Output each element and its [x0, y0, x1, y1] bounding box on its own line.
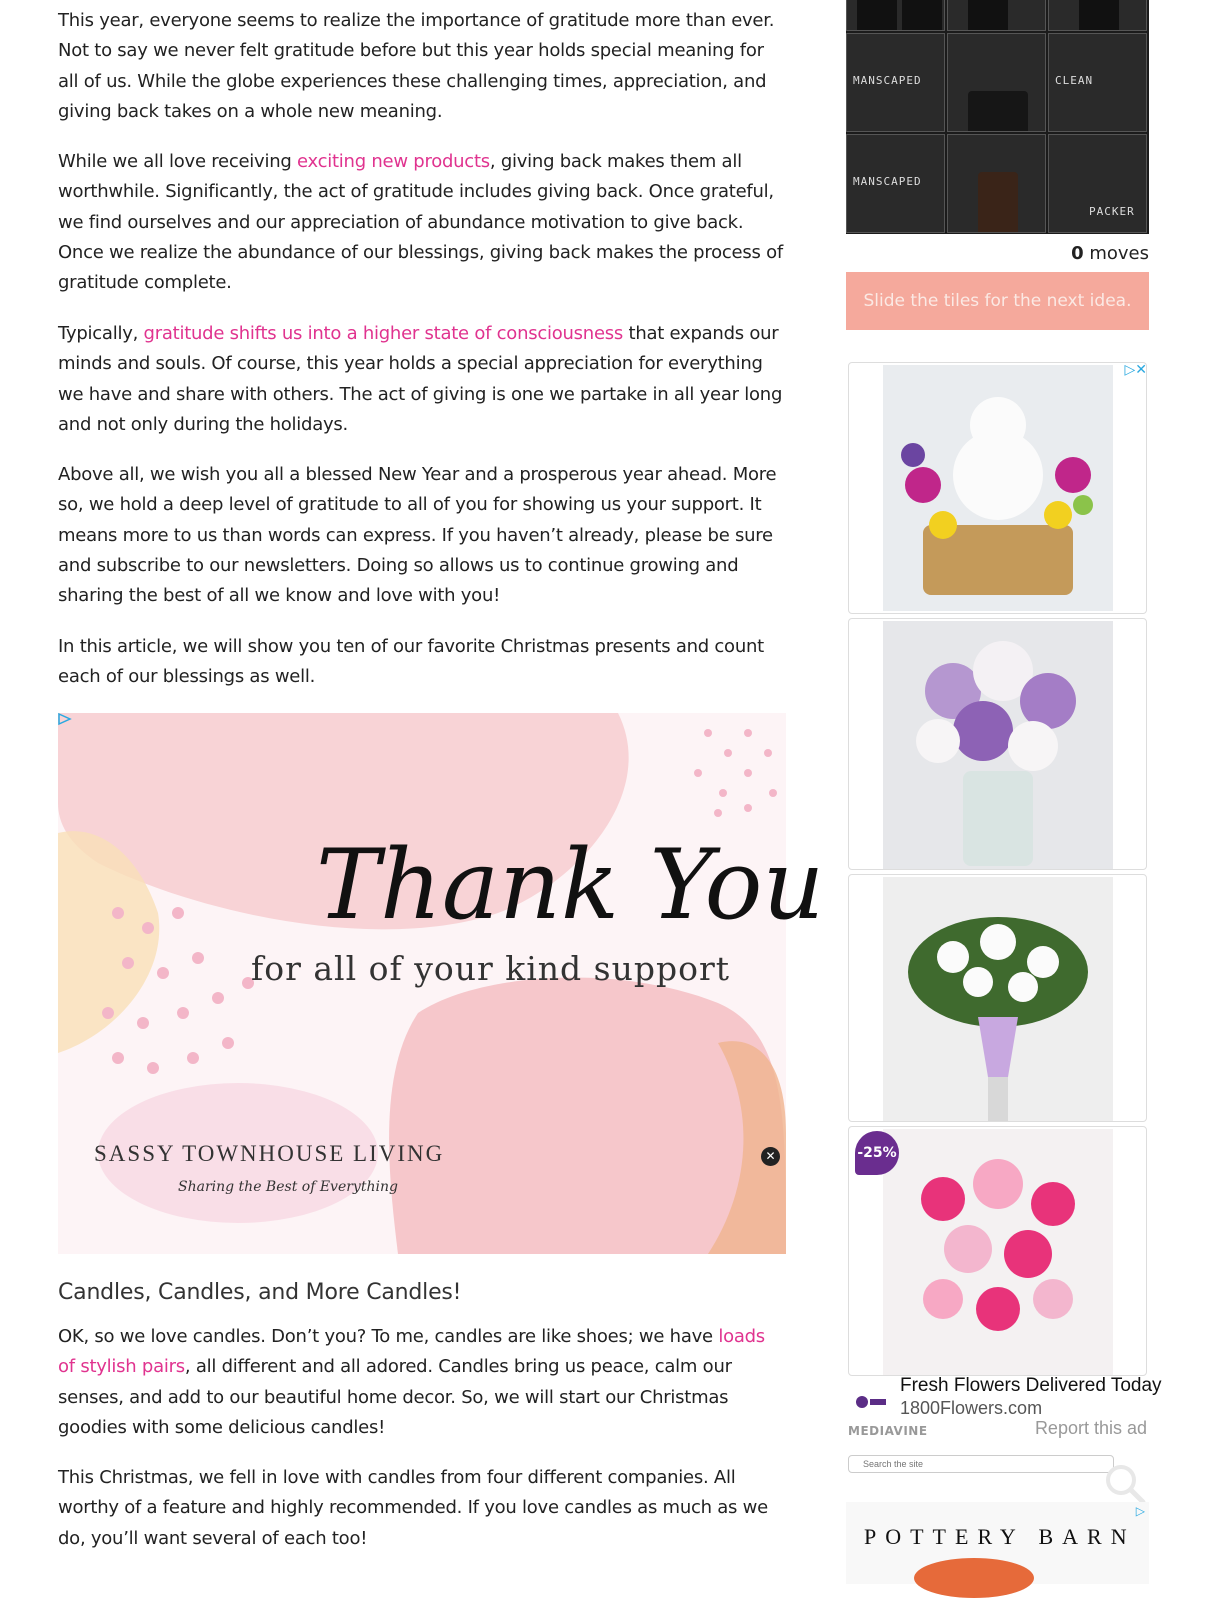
link-gratitude-consciousness[interactable]: gratitude shifts us into a higher state of consciousness [143, 323, 624, 344]
tile-label: MANSCAPED [853, 74, 922, 87]
paragraph-candles [58, 1322, 786, 1443]
puzzle-tile[interactable] [947, 134, 1046, 233]
paragraph-new-year: Above all, we wish you all a blessed New Year and a prosperous year ahead. More so, we hold a deep level of gratitude to all of you for showing us your support. It means more to us than words can express. If you haven’t already, please be sure and subscribe to our newsletters. Doing so allows us to continue growing and sharing the best of all we know and love with you! [58, 464, 777, 607]
lavender-bouquet-image [883, 621, 1113, 869]
paragraph-article-intro: In this article, we will show you ten of our favorite Christmas presents and count each of our blessings as well. [58, 636, 764, 688]
pottery-barn-kids-logo [914, 1558, 1034, 1598]
tile-label: CLEAN [1055, 74, 1094, 87]
puzzle-tile[interactable] [947, 0, 1046, 31]
puzzle-tile[interactable] [1048, 0, 1147, 31]
link-exciting-new-products[interactable]: exciting new products [297, 151, 490, 172]
moves-count: 0 [1071, 243, 1084, 264]
pottery-barn-ad[interactable] [846, 1502, 1149, 1584]
mediavine-label: MEDIAVINE [848, 1424, 928, 1438]
report-ad-link[interactable]: Report this ad [1034, 1418, 1147, 1438]
text: Typically, [58, 323, 144, 344]
ad-product-card[interactable] [848, 1126, 1147, 1376]
slide-puzzle[interactable] [846, 0, 1149, 234]
1800flowers-logo [854, 1392, 888, 1412]
discount-badge: -25% [855, 1131, 899, 1175]
puzzle-tile[interactable] [1048, 134, 1147, 233]
adchoices-icon[interactable] [58, 713, 71, 725]
paragraph-products [58, 147, 786, 298]
ad-product-card[interactable] [848, 874, 1147, 1122]
section-heading-candles: Candles, Candles, and More Candles! [58, 1280, 462, 1305]
adchoices-icon[interactable]: ▷✕ [1124, 362, 1147, 378]
link-stylish-pairs[interactable]: loads of stylish pairs [58, 1326, 765, 1378]
search-icon[interactable] [1101, 1460, 1147, 1506]
ad-product-card[interactable] [848, 618, 1147, 870]
text: , giving back makes them all worthwhile. Significantly, the act of gratitude includes giving back. Once grateful, we find ourselves and our appreciation of abundance motivation to give back. Once we realize the abundance of our blessings, giving back makes the process of gratitude complete. [58, 151, 783, 294]
text: While we all love receiving [58, 151, 297, 172]
puzzle-tile[interactable] [1048, 33, 1147, 132]
sympathy-flowers-image [883, 877, 1113, 1121]
puzzle-tile[interactable] [846, 0, 945, 31]
text: OK, so we love candles. Don’t you? To me, candles are like shoes; we have [58, 1326, 719, 1347]
ad-title[interactable]: Fresh Flowers Delivered Today [900, 1375, 1162, 1396]
puzzle-tile[interactable] [846, 33, 945, 132]
thank-you-text: Thank You [316, 829, 825, 941]
puzzle-tile[interactable] [947, 33, 1046, 132]
puzzle-tile[interactable] [846, 134, 945, 233]
search-input[interactable] [848, 1455, 1114, 1473]
paragraph-consciousness [58, 319, 786, 440]
graphic-subtitle: for all of your kind support [251, 949, 730, 988]
flower-ad[interactable] [848, 362, 1162, 1447]
graphic-tagline: Sharing the Best of Everything [178, 1179, 398, 1195]
slide-tiles-button[interactable]: Slide the tiles for the next idea. [846, 272, 1149, 330]
tile-label: MANSCAPED [853, 175, 922, 188]
ad-product-card[interactable] [848, 362, 1147, 614]
moves-label: moves [1089, 243, 1149, 264]
tile-label: PACKER [1089, 205, 1135, 218]
adchoices-icon[interactable]: ▷ [1135, 1504, 1145, 1518]
paragraph-candle-companies: This Christmas, we fell in love with candles from four different companies. All worthy of a feature and highly recommended. If you love candles as much as we do, you’ll want several of each too! [58, 1467, 768, 1549]
thank-you-graphic [58, 713, 825, 1254]
ad-url[interactable]: 1800Flowers.com [900, 1398, 1043, 1418]
graphic-brand: SASSY TOWNHOUSE LIVING [94, 1141, 445, 1166]
paragraph-intro: This year, everyone seems to realize the importance of gratitude more than ever. Not to say we never felt gratitude before but this year holds special meaning for all of us. While the globe experiences these challenging times, appreciation, and giving back takes on a whole new meaning. [58, 10, 775, 122]
moves-counter [1071, 243, 1149, 264]
close-icon[interactable]: ✕ [761, 1147, 780, 1166]
pink-lilies-image [883, 1129, 1113, 1375]
thank-you-script [316, 813, 825, 963]
text: , all different and all adored. Candles bring us peace, calm our senses, and add to our beautiful home decor. So, we will start our Christmas goodies with some delicious candles! [58, 1356, 732, 1438]
text: that expands our minds and souls. Of course, this year holds a special appreciation for everything we have and share with others. The act of giving is one we partake in all year long and not only during the holidays. [58, 323, 783, 435]
pottery-barn-brand: POTTERY BARN [864, 1524, 1136, 1549]
flower-arrangement-image [883, 365, 1113, 611]
